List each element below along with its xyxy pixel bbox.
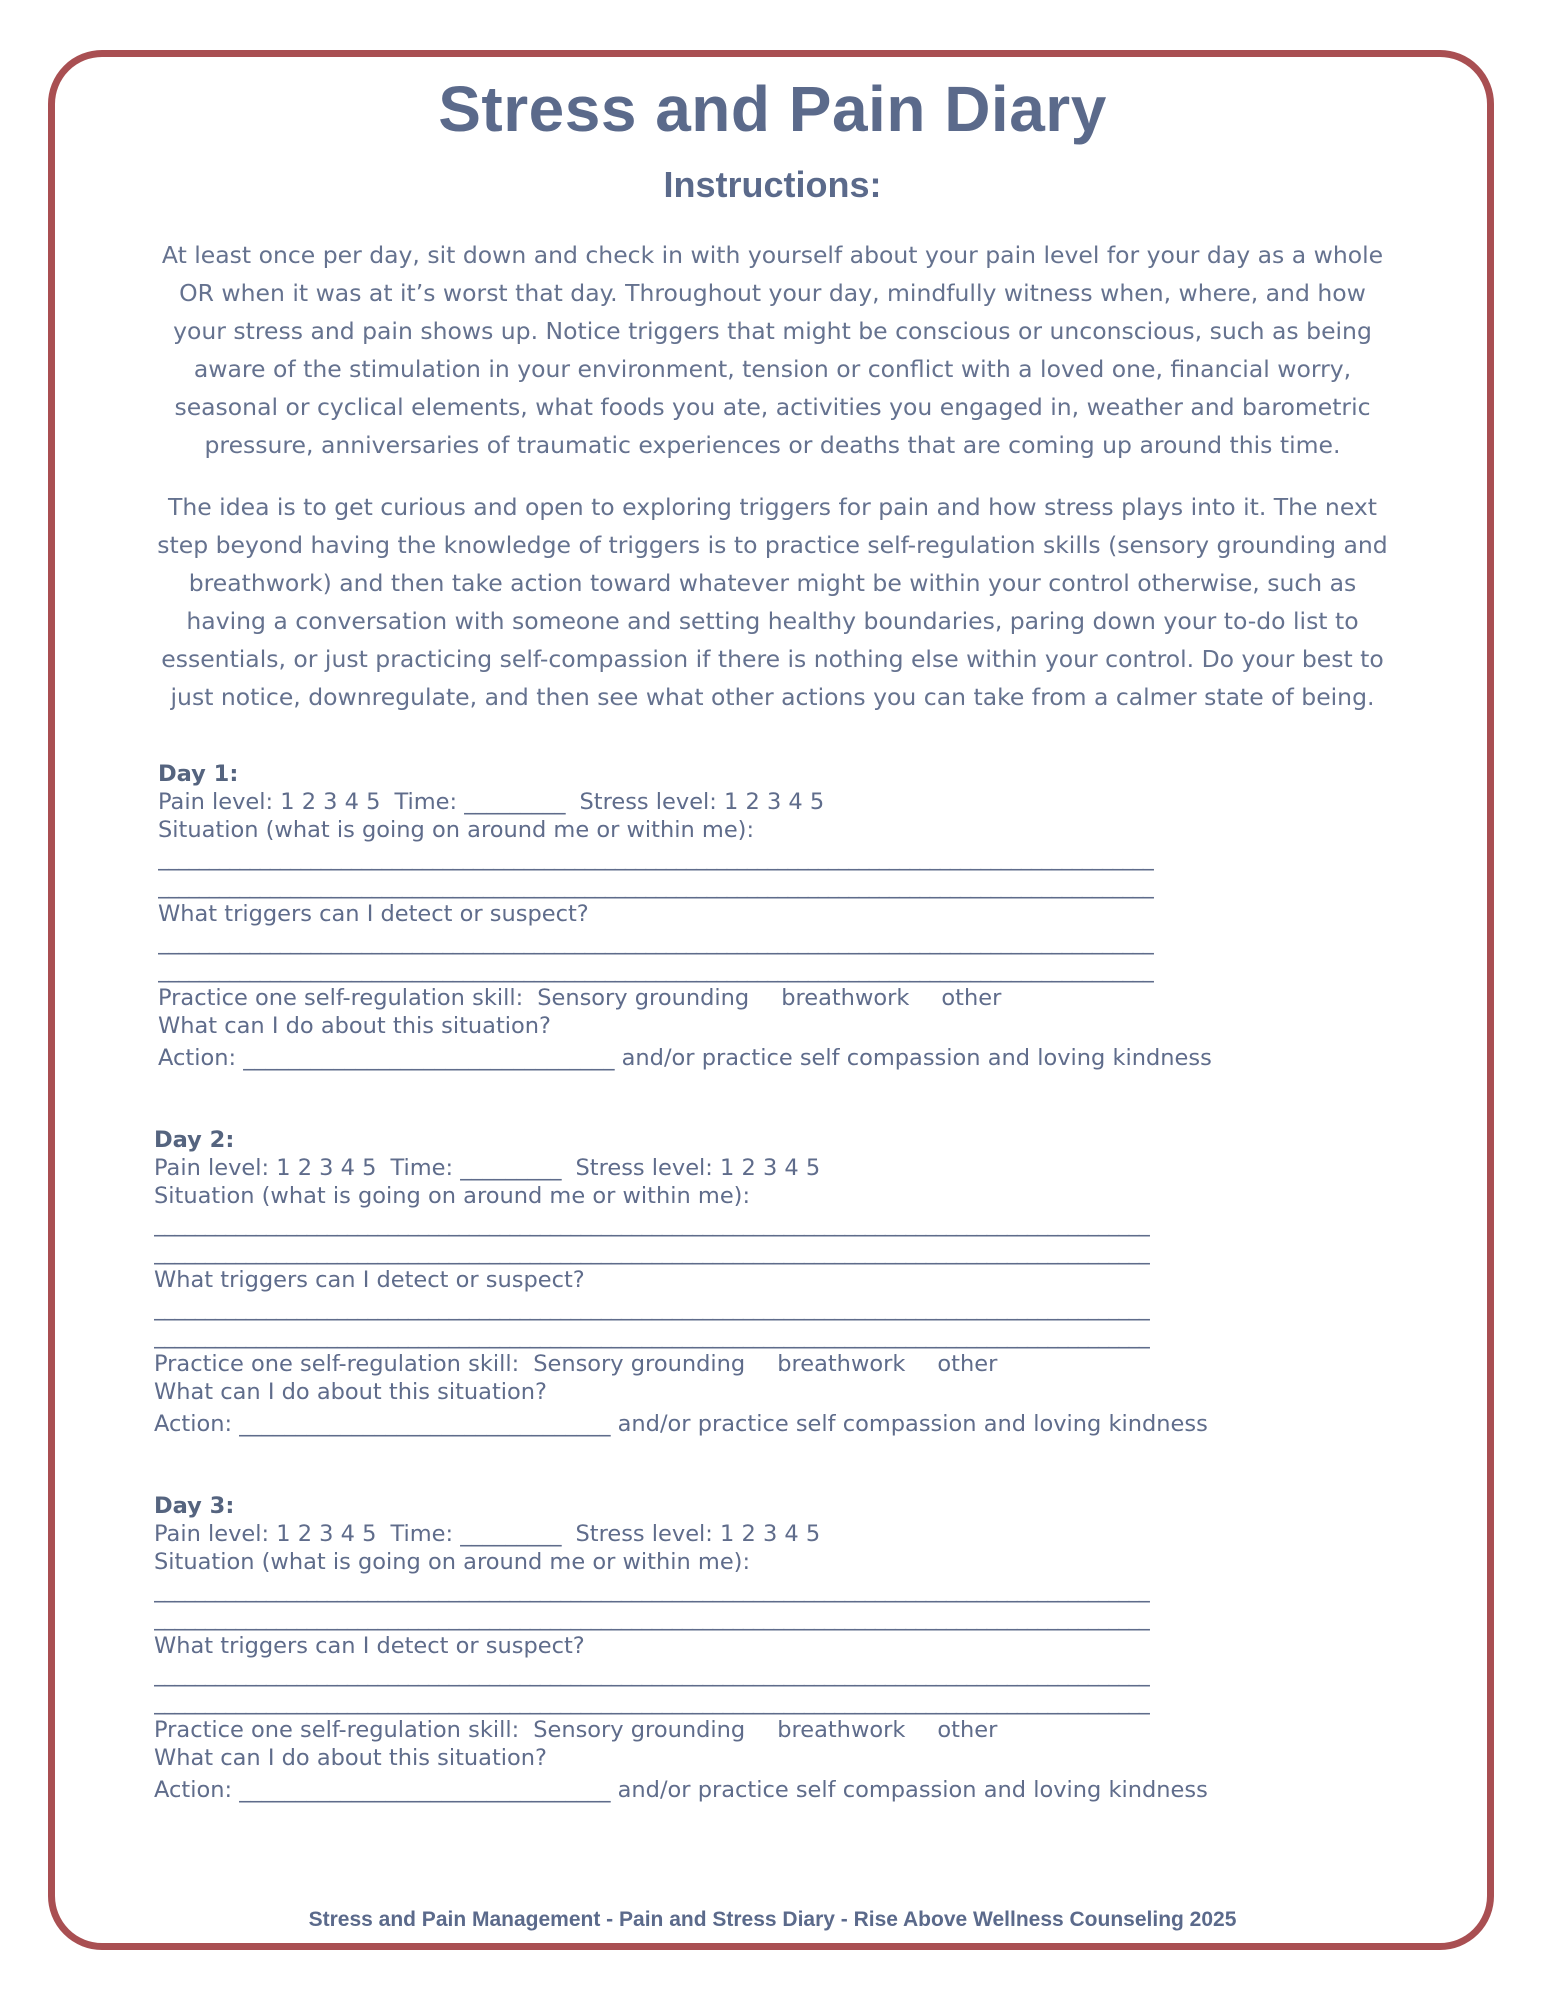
skill-option-sensory-grounding[interactable]: Sensory grounding	[533, 1351, 746, 1377]
level-row	[154, 1154, 1414, 1182]
skill-option-breathwork[interactable]: breathwork	[777, 1717, 906, 1743]
situation-label: Situation (what is going on around me or within me):	[154, 1549, 751, 1575]
action-row	[154, 1776, 1414, 1804]
situation-label: Situation (what is going on around me or within me):	[154, 1183, 751, 1209]
situation-line-1[interactable]: __________________________________________________________________________________________________	[154, 1211, 1149, 1237]
situation-line-1[interactable]: __________________________________________________________________________________________________	[154, 1577, 1149, 1603]
triggers-line-2[interactable]: __________________________________________________________________________________________________	[154, 1689, 1149, 1715]
what-can-i-do-label: What can I do about this situation?	[154, 1745, 547, 1771]
day-heading: Day 3:	[154, 1493, 235, 1519]
time-field[interactable]: Time: _________	[390, 1521, 562, 1547]
skill-option-other[interactable]: other	[941, 985, 1002, 1011]
action-field[interactable]: Action: _________________________________	[154, 1411, 611, 1437]
skill-label: Practice one self-regulation skill:	[158, 985, 524, 1011]
situation-line-2[interactable]: __________________________________________________________________________________________________	[158, 873, 1153, 899]
time-field[interactable]: Time: _________	[390, 1155, 562, 1181]
stress-level-label[interactable]: Stress level: 1 2 3 4 5	[575, 1155, 821, 1181]
what-can-i-do-label: What can I do about this situation?	[158, 1013, 551, 1039]
skill-option-sensory-grounding[interactable]: Sensory grounding	[537, 985, 750, 1011]
day-section-1	[158, 760, 1418, 1072]
skill-label: Practice one self-regulation skill:	[154, 1351, 520, 1377]
skill-option-other[interactable]: other	[937, 1717, 998, 1743]
action-row	[158, 1044, 1418, 1072]
page-title: Stress and Pain Diary	[438, 73, 1107, 145]
action-field[interactable]: Action: _________________________________	[154, 1777, 611, 1803]
situation-line-2[interactable]: __________________________________________________________________________________________________	[154, 1239, 1149, 1265]
skill-option-breathwork[interactable]: breathwork	[781, 985, 910, 1011]
skill-option-sensory-grounding[interactable]: Sensory grounding	[533, 1717, 746, 1743]
skill-option-breathwork[interactable]: breathwork	[777, 1351, 906, 1377]
level-row	[154, 1520, 1414, 1548]
situation-line-2[interactable]: __________________________________________________________________________________________________	[154, 1605, 1149, 1631]
triggers-label: What triggers can I detect or suspect?	[154, 1633, 585, 1659]
skill-label: Practice one self-regulation skill:	[154, 1717, 520, 1743]
triggers-label: What triggers can I detect or suspect?	[158, 901, 589, 927]
day-heading: Day 1:	[158, 761, 239, 787]
stress-level-label[interactable]: Stress level: 1 2 3 4 5	[575, 1521, 821, 1547]
action-suffix: and/or practice self compassion and loving kindness	[617, 1411, 1208, 1437]
skill-row	[154, 1716, 1414, 1744]
triggers-line-1[interactable]: __________________________________________________________________________________________________	[158, 929, 1153, 955]
day-section-2	[154, 1126, 1414, 1438]
instructions-heading: Instructions:	[663, 164, 882, 205]
page-footer: Stress and Pain Management - Pain and Stress Diary - Rise Above Wellness Counseling 2025	[308, 1908, 1237, 1931]
action-suffix: and/or practice self compassion and loving kindness	[621, 1045, 1212, 1071]
pain-level-label[interactable]: Pain level: 1 2 3 4 5	[158, 789, 381, 815]
action-row	[154, 1410, 1414, 1438]
skill-option-other[interactable]: other	[937, 1351, 998, 1377]
situation-line-1[interactable]: __________________________________________________________________________________________________	[158, 845, 1153, 871]
pain-level-label[interactable]: Pain level: 1 2 3 4 5	[154, 1521, 377, 1547]
triggers-label: What triggers can I detect or suspect?	[154, 1267, 585, 1293]
pain-level-label[interactable]: Pain level: 1 2 3 4 5	[154, 1155, 377, 1181]
what-can-i-do-label: What can I do about this situation?	[154, 1379, 547, 1405]
skill-row	[154, 1350, 1414, 1378]
skill-row	[158, 984, 1418, 1012]
stress-level-label[interactable]: Stress level: 1 2 3 4 5	[579, 789, 825, 815]
triggers-line-2[interactable]: __________________________________________________________________________________________________	[158, 957, 1153, 983]
time-field[interactable]: Time: _________	[394, 789, 566, 815]
day-heading: Day 2:	[154, 1127, 235, 1153]
triggers-line-1[interactable]: __________________________________________________________________________________________________	[154, 1661, 1149, 1687]
instructions-paragraph-2: The idea is to get curious and open to exploring triggers for pain and how stress plays into it. The next step beyond having the knowledge of triggers is to practice self-regulation skills (sensory grounding and breathwork) and then take action toward whatever might be within your control otherwise, such as having a conversation with someone and setting healthy boundaries, paring down your to-do list to essentials, or just practicing self-compassion if there is nothing else within your control. Do your best to just notice, downregulate, and then see what other actions you can take from a calmer state of being.	[157, 493, 1388, 711]
action-suffix: and/or practice self compassion and loving kindness	[617, 1777, 1208, 1803]
triggers-line-1[interactable]: __________________________________________________________________________________________________	[154, 1295, 1149, 1321]
day-section-3	[154, 1492, 1414, 1804]
level-row	[158, 788, 1418, 816]
action-field[interactable]: Action: _________________________________	[158, 1045, 615, 1071]
situation-label: Situation (what is going on around me or within me):	[158, 817, 755, 843]
triggers-line-2[interactable]: __________________________________________________________________________________________________	[154, 1323, 1149, 1349]
instructions-paragraph-1: At least once per day, sit down and check in with yourself about your pain level for your day as a whole OR when it was at it’s worst that day. Throughout your day, mindfully witness when, where, and how your stress and pain shows up. Notice triggers that might be conscious or unconscious, such as being aware of the stimulation in your environment, tension or conflict with a loved one, financial worry, seasonal or cyclical elements, what foods you ate, activities you engaged in, weather and barometric pressure, anniversaries of traumatic experiences or deaths that are coming up around this time.	[161, 241, 1384, 459]
